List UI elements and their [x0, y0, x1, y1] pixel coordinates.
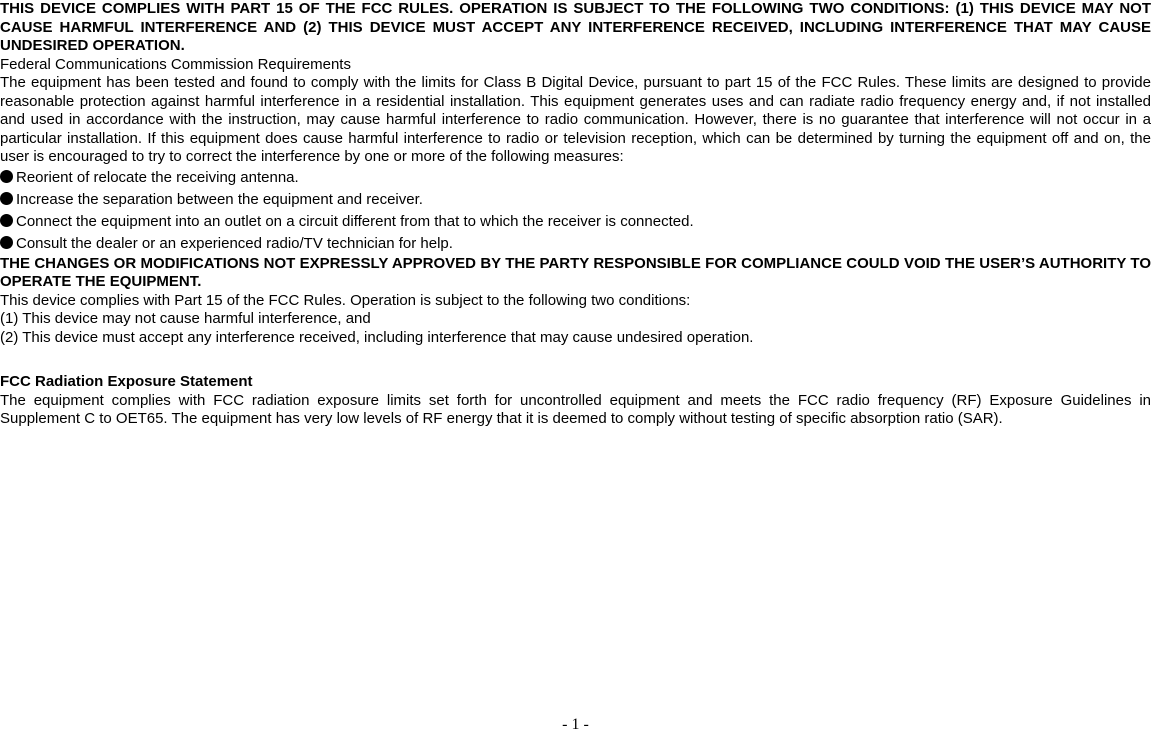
bullet-icon [0, 236, 13, 249]
list-item [0, 233, 1151, 255]
measure-text: Increase the separation between the equipment and receiver. [16, 190, 423, 208]
list-item [0, 189, 1151, 211]
part15-intro: This device complies with Part 15 of the FCC Rules. Operation is subject to the following two conditions: [0, 291, 691, 309]
bullet-icon [0, 192, 13, 205]
page-number: - 1 - [562, 716, 589, 733]
section-spacer [0, 347, 1151, 373]
measure-text: Connect the equipment into an outlet on a circuit different from that to which the receiver is connected. [16, 212, 694, 230]
measure-text: Reorient of relocate the receiving antenna. [16, 168, 299, 186]
fcc-requirements-title: Federal Communications Commission Requirements [0, 55, 351, 73]
list-item [0, 167, 1151, 189]
measure-text: Consult the dealer or an experienced radio/TV technician for help. [16, 234, 453, 252]
list-item [0, 211, 1151, 233]
compliance-heading: THIS DEVICE COMPLIES WITH PART 15 OF THE FCC RULES. OPERATION IS SUBJECT TO THE FOLLOWING TWO CONDITIONS: (1) THIS DEVICE MAY NOT CAUSE HARMFUL INTERFERENCE AND (2) THIS DEVICE MUST ACCEPT ANY INTERFERENCE RECEIVED, INCLUDING INTERFERENCE THAT MAY CAUSE UNDESIRED OPERATION. [0, 0, 1151, 54]
bullet-icon [0, 170, 13, 183]
condition-1: (1) This device may not cause harmful interference, and [0, 310, 371, 327]
fcc-requirements-body: The equipment has been tested and found to comply with the limits for Class B Digital Device, pursuant to part 15 of the FCC Rules. These limits are designed to provide reasonable protection against harmful interference in a residential installation. This equipment generates uses and can radiate radio frequency energy and, if not installed and used in accordance with the instruction, may cause harmful interference to radio communication. However, there is no guarantee that interference will not occur in a particular installation. If this equipment does cause harmful interference to radio or television reception, which can be determined by turning the equipment off and on, the user is encouraged to try to correct the interference by one or more of the following measures: [0, 74, 1151, 165]
bullet-icon [0, 214, 13, 227]
measures-list [0, 167, 1151, 255]
warning-heading: THE CHANGES OR MODIFICATIONS NOT EXPRESSLY APPROVED BY THE PARTY RESPONSIBLE FOR COMPLIANCE COULD VOID THE USER’S AUTHORITY TO OPERATE THE EQUIPMENT. [0, 254, 1151, 290]
radiation-title: FCC Radiation Exposure Statement [0, 373, 253, 390]
radiation-body: The equipment complies with FCC radiation exposure limits set forth for uncontrolled equipment and meets the FCC radio frequency (RF) Exposure Guidelines in Supplement C to OET65. The equipment has very low levels of RF energy that it is deemed to comply without testing of specific absorption ratio (SAR). [0, 391, 1151, 427]
condition-2: (2) This device must accept any interference received, including interference that may cause undesired operation. [0, 328, 754, 346]
